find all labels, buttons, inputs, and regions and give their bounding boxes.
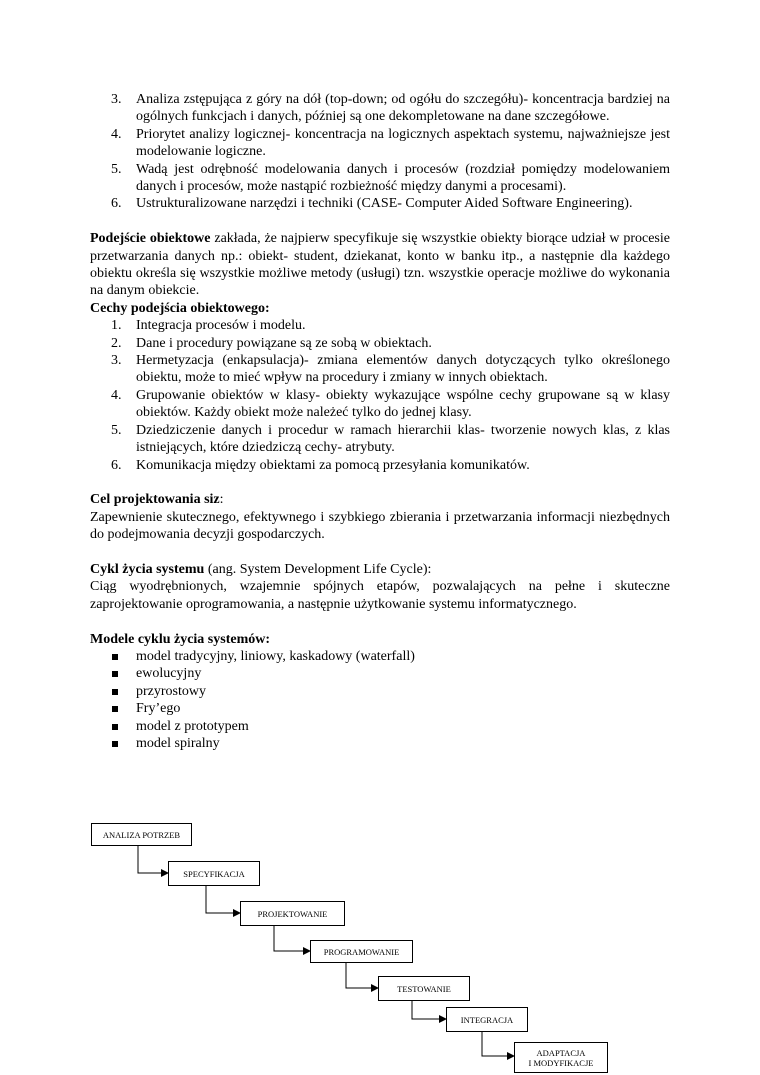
lifecycle-heading-text: Cykl życia systemu xyxy=(90,561,205,577)
list-number: 5. xyxy=(111,422,122,438)
list-item xyxy=(90,195,670,212)
bullet-icon xyxy=(112,706,118,712)
goal-paragraph: Zapewnienie skutecznego, efektywnego i szybkiego zbierania i przetwarzania informacji niezbędnych do podejmowania decyzji gospodarczych. xyxy=(90,509,670,543)
bullet-icon xyxy=(112,671,118,677)
goal-heading-colon: : xyxy=(219,492,224,508)
models-heading xyxy=(90,631,670,648)
list-item xyxy=(90,457,670,474)
list-item xyxy=(90,422,670,457)
list-item xyxy=(90,665,670,682)
waterfall-step-label: SPECYFIKACJA xyxy=(183,868,245,879)
bullet-icon xyxy=(112,724,118,730)
list-item-text: Hermetyzacja (enkapsulacja)- zmiana elementów danych dotyczących tylko określonego obiektu, może to mieć wpływ na procedury i zmiany w innych obiektach. xyxy=(136,353,670,386)
list-item-text: model tradycyjny, liniowy, kaskadowy (waterfall) xyxy=(136,648,415,664)
waterfall-step-testowanie xyxy=(378,976,470,1001)
list-number: 6. xyxy=(111,457,122,473)
list-item xyxy=(90,335,670,352)
list-item xyxy=(90,91,670,126)
list-number: 6. xyxy=(111,196,122,212)
waterfall-step-label: INTEGRACJA xyxy=(460,1014,514,1025)
list-item-text: Dziedziczenie danych i procedur w ramach hierarchii klas- tworzenie nowych klas, z klas istniejących, które dziedziczą cechy- atrybuty. xyxy=(136,422,670,456)
list-item-text: Analiza zstępująca z góry na dół (top-down; od ogółu do szczegółu)- koncentracja bardziej na ogólnych funkcjach i danych, później są one dekompletowane na dane szczegółowe. xyxy=(136,92,670,125)
list-item-text: ewolucyjny xyxy=(136,666,202,682)
waterfall-step-analiza xyxy=(91,823,192,846)
waterfall-step-specyfikacja xyxy=(168,861,260,886)
list-number: 3. xyxy=(111,92,122,107)
waterfall-connector xyxy=(346,962,378,988)
features-heading xyxy=(90,300,670,317)
bullet-icon xyxy=(112,654,118,660)
bullet-icon xyxy=(112,689,118,695)
list-number: 3. xyxy=(111,353,122,369)
object-approach-term: Podejście obiektowe xyxy=(90,231,211,247)
goal-heading-text: Cel projektowania siz xyxy=(90,492,220,508)
waterfall-step-label: TESTOWANIE xyxy=(397,983,451,994)
waterfall-step-label: PROGRAMOWANIE xyxy=(323,946,400,957)
list-item xyxy=(90,352,670,387)
list-item-text: Komunikacja między obiektami za pomocą przesyłania komunikatów. xyxy=(136,457,530,473)
list-number: 4. xyxy=(111,387,122,403)
waterfall-step-programowanie xyxy=(310,940,413,963)
lifecycle-paragraph: Ciąg wyodrębnionych, wzajemnie spójnych etapów, pozwalających na pełne i skuteczne zaprojektowanie oprogramowania, a następnie użytkowanie systemu informatycznego. xyxy=(90,579,670,612)
list-item xyxy=(90,161,670,196)
waterfall-connector xyxy=(274,925,310,951)
list-item xyxy=(90,700,670,717)
waterfall-step-adaptacja xyxy=(514,1042,608,1073)
waterfall-connector xyxy=(412,1000,446,1019)
list-item-text: przyrostowy xyxy=(136,683,206,699)
list-item xyxy=(90,735,670,752)
list-item-text: Integracja procesów i modelu. xyxy=(136,318,306,334)
object-approach-text: zakłada, że najpierw specyfikuje się wszystkie obiekty biorące udział w procesie przetwarzania danych np.: obiekt- student, dziekanat, konto w banku itp., a następnie dla każdego obiektu określa się wszystkie możliwe metody (usługi) tzn. wszystkie operacje możliwe do wykonania na danym obiekcie. xyxy=(90,231,670,299)
list-number: 2. xyxy=(111,335,122,351)
list-item xyxy=(90,317,670,334)
bullet-icon xyxy=(112,741,118,747)
list-item-text: Fry’ego xyxy=(136,701,181,717)
list-number: 1. xyxy=(111,318,122,334)
list-item xyxy=(90,648,670,665)
document-content xyxy=(90,91,670,752)
waterfall-step-integracja xyxy=(446,1007,528,1032)
waterfall-connector xyxy=(206,885,240,913)
list-item xyxy=(90,126,670,161)
list-item-text: model spiralny xyxy=(136,735,220,751)
lifecycle-heading-rest: (ang. System Development Life Cycle): xyxy=(204,561,432,577)
waterfall-step-label: PROJEKTOWANIE xyxy=(257,908,328,919)
models-heading-text: Modele cyklu życia systemów: xyxy=(90,631,271,647)
lifecycle-heading xyxy=(90,561,670,578)
list-number: 4. xyxy=(111,126,122,142)
features-heading-text: Cechy podejścia obiektowego: xyxy=(90,300,270,316)
waterfall-step-label: ANALIZA POTRZEB xyxy=(102,829,181,840)
list-item xyxy=(90,718,670,735)
waterfall-connector xyxy=(482,1031,514,1056)
list-number: 5. xyxy=(111,161,122,177)
waterfall-connector xyxy=(138,845,168,873)
list-item-text: Ustrukturalizowane narzędzi i techniki (CASE- Computer Aided Software Engineering). xyxy=(136,196,633,212)
list-item xyxy=(90,683,670,700)
waterfall-step-projektowanie xyxy=(240,901,345,926)
list-item-text: Priorytet analizy logicznej- koncentracja na logicznych aspektach systemu, najważniejsze jest modelowanie logiczne. xyxy=(136,126,670,160)
object-approach-paragraph xyxy=(90,230,670,300)
top-numbered-list xyxy=(90,91,670,213)
list-item-text: Grupowanie obiektów w klasy- obiekty wykazujące wspólne cechy grupowane są w klasy obiektów. Każdy obiekt może należeć tylko do jednej klasy. xyxy=(136,387,670,421)
features-list xyxy=(90,317,670,474)
list-item-text: Dane i procedury powiązane są ze sobą w obiektach. xyxy=(136,335,432,351)
goal-heading xyxy=(90,491,670,508)
models-list xyxy=(90,648,670,752)
list-item xyxy=(90,387,670,422)
list-item-text: model z prototypem xyxy=(136,718,249,734)
list-item-text: Wadą jest odrębność modelowania danych i procesów (rozdział pomiędzy modelowaniem danych i procesów, może nastąpić rozbieżność między danymi a procesami). xyxy=(136,161,670,195)
waterfall-step-label: ADAPTACJA I MODYFIKACJE xyxy=(528,1047,594,1068)
